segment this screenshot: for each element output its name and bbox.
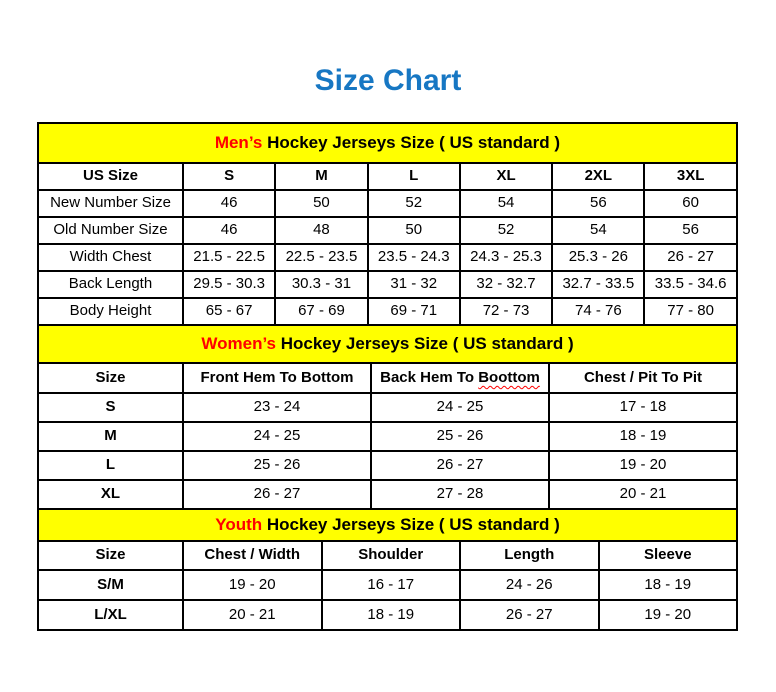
- mens-section-banner: [38, 123, 737, 163]
- data-cell: 69 - 71: [368, 298, 460, 325]
- youth-column-header-4: Sleeve: [599, 541, 738, 570]
- womens-column-header-3: Chest / Pit To Pit: [549, 363, 737, 393]
- data-cell: 52: [368, 190, 460, 217]
- data-cell: 56: [644, 217, 736, 244]
- data-cell: 26 - 27: [183, 480, 371, 509]
- header-text: Back Hem To: [380, 368, 479, 386]
- row-label: Body Height: [38, 298, 183, 325]
- data-cell: 24 - 25: [371, 393, 549, 422]
- data-cell: 24.3 - 25.3: [460, 244, 552, 271]
- data-cell: 25 - 26: [371, 422, 549, 451]
- data-cell: 74 - 76: [552, 298, 644, 325]
- womens-column-header-2: [371, 363, 549, 393]
- womens-table-row: [38, 480, 737, 509]
- row-label: L: [38, 451, 183, 480]
- data-cell: 20 - 21: [183, 600, 322, 630]
- data-cell: 23.5 - 24.3: [368, 244, 460, 271]
- data-cell: 46: [183, 190, 275, 217]
- youth-column-header-2: Shoulder: [322, 541, 461, 570]
- mens-table-row: [38, 217, 737, 244]
- data-cell: 67 - 69: [275, 298, 367, 325]
- womens-table-row: [38, 393, 737, 422]
- mens-column-header-0: US Size: [38, 163, 183, 190]
- womens-column-header-0: Size: [38, 363, 183, 393]
- data-cell: 25 - 26: [183, 451, 371, 480]
- data-cell: 19 - 20: [549, 451, 737, 480]
- womens-section-banner: [38, 325, 737, 363]
- data-cell: 24 - 26: [460, 570, 599, 600]
- mens-column-header-1: S: [183, 163, 275, 190]
- mens-column-header-3: L: [368, 163, 460, 190]
- womens-column-header-1: Front Hem To Bottom: [183, 363, 371, 393]
- youth-banner-highlight: Youth: [215, 514, 263, 534]
- data-cell: 72 - 73: [460, 298, 552, 325]
- row-label: M: [38, 422, 183, 451]
- data-cell: 18 - 19: [599, 570, 738, 600]
- row-label: Old Number Size: [38, 217, 183, 244]
- youth-column-header-0: Size: [38, 541, 183, 570]
- mens-table-row: [38, 244, 737, 271]
- data-cell: 46: [183, 217, 275, 244]
- data-cell: 54: [460, 190, 552, 217]
- womens-table-row: [38, 451, 737, 480]
- data-cell: 27 - 28: [371, 480, 549, 509]
- data-cell: 52: [460, 217, 552, 244]
- data-cell: 18 - 19: [549, 422, 737, 451]
- data-cell: 19 - 20: [599, 600, 738, 630]
- data-cell: 29.5 - 30.3: [183, 271, 275, 298]
- youth-column-header-3: Length: [460, 541, 599, 570]
- page-title: Size Chart: [314, 64, 462, 97]
- data-cell: 26 - 27: [371, 451, 549, 480]
- data-cell: 24 - 25: [183, 422, 371, 451]
- data-cell: 56: [552, 190, 644, 217]
- row-label: New Number Size: [38, 190, 183, 217]
- data-cell: 25.3 - 26: [552, 244, 644, 271]
- mens-table-row: [38, 271, 737, 298]
- youth-section-banner: [38, 509, 737, 541]
- misspelled-word: Boottom: [478, 368, 540, 386]
- womens-table-row: [38, 422, 737, 451]
- youth-size-table: [37, 508, 738, 631]
- row-label: Back Length: [38, 271, 183, 298]
- youth-column-header-1: Chest / Width: [183, 541, 322, 570]
- youth-banner-text: Hockey Jerseys Size ( US standard ): [262, 514, 560, 534]
- data-cell: 17 - 18: [549, 393, 737, 422]
- data-cell: 32.7 - 33.5: [552, 271, 644, 298]
- data-cell: 54: [552, 217, 644, 244]
- row-label: XL: [38, 480, 183, 509]
- womens-banner-text: Hockey Jerseys Size ( US standard ): [276, 333, 574, 353]
- womens-banner-highlight: Women’s: [201, 333, 276, 353]
- mens-size-table: [37, 122, 738, 326]
- mens-column-header-5: 2XL: [552, 163, 644, 190]
- data-cell: 19 - 20: [183, 570, 322, 600]
- row-label: L/XL: [38, 600, 183, 630]
- mens-column-header-2: M: [275, 163, 367, 190]
- mens-column-header-6: 3XL: [644, 163, 736, 190]
- row-label: S: [38, 393, 183, 422]
- mens-banner-text: Hockey Jerseys Size ( US standard ): [262, 132, 560, 152]
- data-cell: 50: [368, 217, 460, 244]
- mens-column-header-4: XL: [460, 163, 552, 190]
- data-cell: 22.5 - 23.5: [275, 244, 367, 271]
- data-cell: 65 - 67: [183, 298, 275, 325]
- data-cell: 23 - 24: [183, 393, 371, 422]
- data-cell: 31 - 32: [368, 271, 460, 298]
- data-cell: 33.5 - 34.6: [644, 271, 736, 298]
- data-cell: 48: [275, 217, 367, 244]
- data-cell: 60: [644, 190, 736, 217]
- row-label: S/M: [38, 570, 183, 600]
- size-chart-tables: [37, 122, 737, 631]
- data-cell: 32 - 32.7: [460, 271, 552, 298]
- womens-size-table: [37, 324, 738, 510]
- data-cell: 30.3 - 31: [275, 271, 367, 298]
- data-cell: 50: [275, 190, 367, 217]
- mens-table-row: [38, 298, 737, 325]
- data-cell: 21.5 - 22.5: [183, 244, 275, 271]
- youth-table-row: [38, 600, 737, 630]
- data-cell: 26 - 27: [644, 244, 736, 271]
- data-cell: 26 - 27: [460, 600, 599, 630]
- data-cell: 77 - 80: [644, 298, 736, 325]
- mens-banner-highlight: Men’s: [214, 132, 263, 152]
- mens-table-row: [38, 190, 737, 217]
- data-cell: 18 - 19: [322, 600, 461, 630]
- row-label: Width Chest: [38, 244, 183, 271]
- data-cell: 16 - 17: [322, 570, 461, 600]
- youth-table-row: [38, 570, 737, 600]
- data-cell: 20 - 21: [549, 480, 737, 509]
